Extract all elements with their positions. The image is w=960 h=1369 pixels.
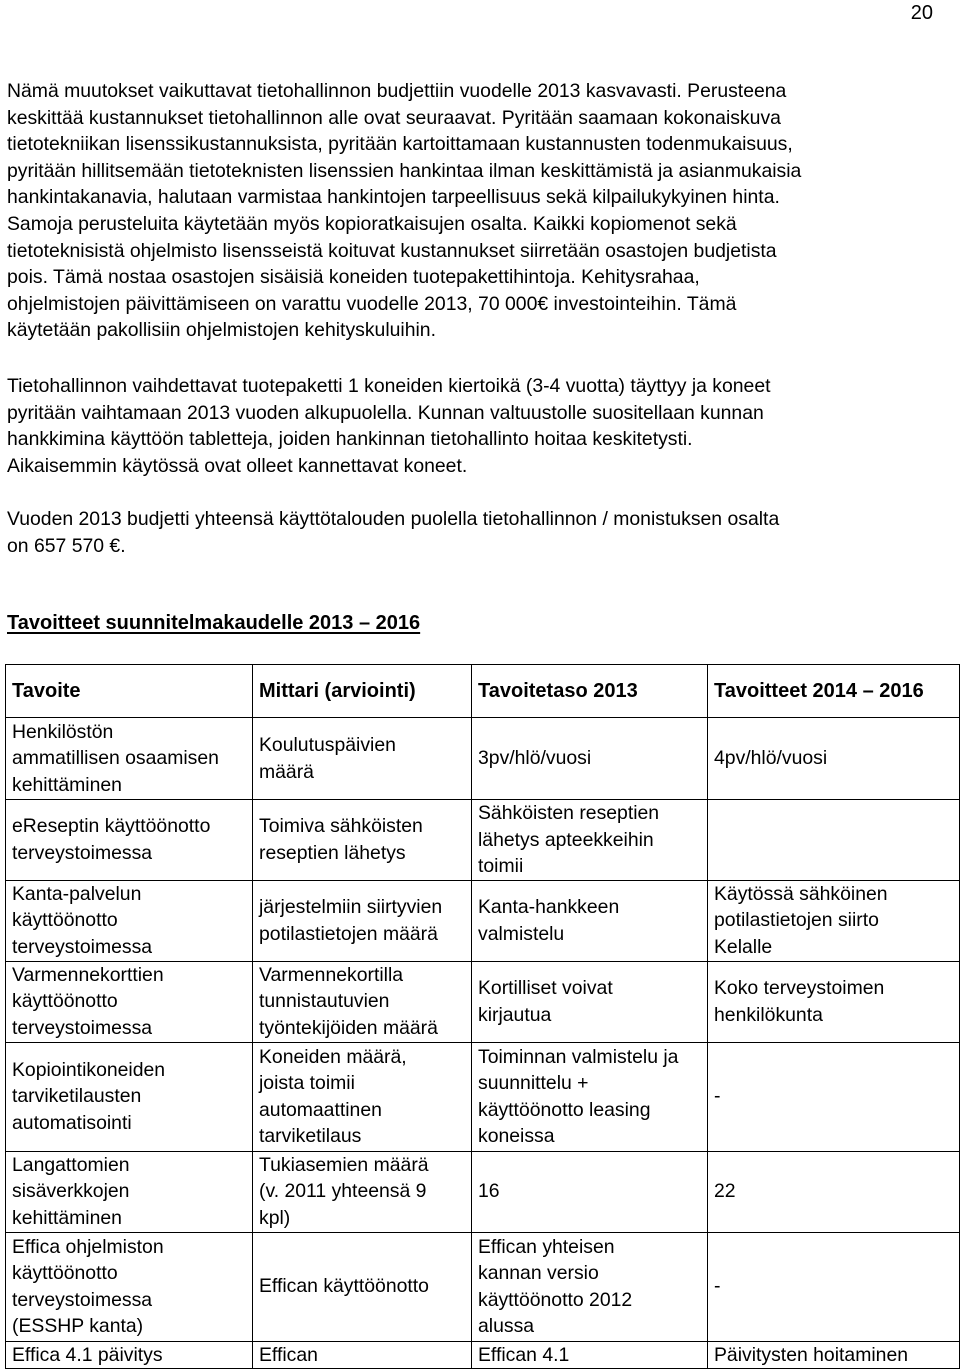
cell-line: 4pv/hlö/vuosi bbox=[714, 747, 828, 770]
cell-line: Langattomien bbox=[12, 1153, 130, 1176]
goal-cell bbox=[6, 1042, 253, 1151]
cell-line: kirjautua bbox=[478, 1003, 552, 1026]
paragraph-line: tietotekniikan lisenssikustannuksista, pyritään kartoittamaan kustannusten todenmukaisuus, bbox=[7, 133, 793, 156]
cell-line: 22 bbox=[714, 1180, 736, 1203]
table-row bbox=[6, 1341, 960, 1369]
metric-cell bbox=[253, 800, 472, 881]
header-target-2013: Tavoitetaso 2013 bbox=[472, 665, 708, 718]
metric-cell bbox=[253, 718, 472, 800]
cell-line: tarviketilaus bbox=[259, 1125, 362, 1148]
table-row bbox=[6, 718, 960, 800]
cell-line: Kopiointikoneiden bbox=[12, 1058, 166, 1081]
metric-cell bbox=[253, 1151, 472, 1232]
target-2013-cell bbox=[472, 718, 708, 800]
goal-cell bbox=[6, 800, 253, 881]
cell-line: Koko terveystoimen bbox=[714, 977, 885, 1000]
target-2013-cell bbox=[472, 961, 708, 1042]
goal-cell bbox=[6, 961, 253, 1042]
goal-cell bbox=[6, 1151, 253, 1232]
header-targets-2014-2016: Tavoitteet 2014 – 2016 bbox=[708, 665, 960, 718]
cell-line: - bbox=[714, 1085, 721, 1108]
cell-line: kehittäminen bbox=[12, 1207, 122, 1230]
header-metric: Mittari (arviointi) bbox=[253, 665, 472, 718]
cell-line: Toimiva sähköisten bbox=[259, 815, 423, 838]
cell-line: terveystoimessa bbox=[12, 1017, 153, 1040]
cell-line: käyttöönotto 2012 bbox=[478, 1288, 633, 1311]
cell-line: Päivitysten hoitaminen bbox=[714, 1343, 909, 1366]
cell-line: 3pv/hlö/vuosi bbox=[478, 747, 592, 770]
cell-line: - bbox=[714, 1275, 721, 1298]
goal-cell bbox=[6, 1232, 253, 1341]
cell-line: automatisointi bbox=[12, 1112, 132, 1135]
target-2013-cell bbox=[472, 800, 708, 881]
cell-line: terveystoimessa bbox=[12, 1288, 153, 1311]
cell-line: reseptien lähetys bbox=[259, 841, 406, 864]
paragraph-line: ohjelmistojen päivittämiseen on varattu vuodelle 2013, 70 000€ investointeihin. Tämä bbox=[7, 292, 737, 315]
paragraph-line: pyritään hillitsemään tietoteknisten lisenssien hankintaa ilman keskittämistä ja asianmukaisia bbox=[7, 159, 802, 182]
cell-line: tarviketilausten bbox=[12, 1085, 142, 1108]
paragraph-line: tietoteknisistä ohjelmisto lisensseistä koituvat kustannukset siirretään osastojen budjetista bbox=[7, 239, 777, 262]
cell-line: järjestelmiin siirtyvien bbox=[259, 896, 443, 919]
cell-line: koneissa bbox=[478, 1125, 555, 1148]
goals-table bbox=[5, 664, 960, 1369]
targets-2014-2016-cell bbox=[708, 718, 960, 800]
body-paragraph-1 bbox=[7, 78, 952, 344]
cell-line: automaattinen bbox=[259, 1098, 382, 1121]
cell-line: Sähköisten reseptien bbox=[478, 802, 660, 824]
table-row bbox=[6, 880, 960, 961]
cell-line: potilastietojen siirto bbox=[714, 909, 879, 932]
cell-line: Effican bbox=[259, 1343, 318, 1366]
cell-line: alussa bbox=[478, 1315, 535, 1338]
metric-cell bbox=[253, 1232, 472, 1341]
cell-line: Effica 4.1 päivitys bbox=[12, 1343, 163, 1366]
table-row bbox=[6, 1042, 960, 1151]
cell-line: Koulutuspäivien bbox=[259, 733, 396, 756]
cell-line: tunnistautuvien bbox=[259, 990, 390, 1013]
paragraph-line: on 657 570 €. bbox=[7, 534, 126, 557]
paragraph-line: pois. Tämä nostaa osastojen sisäisiä koneiden tuotepakettihintoja. Kehitysrahaa, bbox=[7, 266, 700, 289]
paragraph-line: Tietohallinnon vaihdettavat tuotepaketti 1 koneiden kiertoikä (3-4 vuotta) täyttyy ja koneet bbox=[7, 375, 771, 397]
metric-cell bbox=[253, 1341, 472, 1369]
cell-line: potilastietojen määrä bbox=[259, 922, 438, 945]
paragraph-line: Vuoden 2013 budjetti yhteensä käyttötalouden puolella tietohallinnon / monistuksen osalta bbox=[7, 508, 780, 530]
page-number: 20 bbox=[910, 2, 933, 24]
cell-line: Effican käyttöönotto bbox=[259, 1275, 429, 1298]
targets-2014-2016-cell bbox=[708, 880, 960, 961]
cell-line: Effica ohjelmiston bbox=[12, 1235, 164, 1258]
cell-line: käyttöönotto leasing bbox=[478, 1098, 651, 1121]
goal-cell bbox=[6, 718, 253, 800]
targets-2014-2016-cell bbox=[708, 1232, 960, 1341]
cell-line: lähetys apteekkeihin bbox=[478, 828, 654, 851]
target-2013-cell bbox=[472, 1042, 708, 1151]
table-header-row bbox=[6, 665, 960, 718]
target-2013-cell bbox=[472, 1232, 708, 1341]
cell-line: eReseptin käyttöönotto bbox=[12, 815, 211, 838]
body-paragraph-3 bbox=[7, 506, 952, 559]
cell-line: Henkilöstön bbox=[12, 720, 114, 743]
cell-line: joista toimii bbox=[259, 1072, 355, 1095]
table-row bbox=[6, 1151, 960, 1232]
cell-line: käyttöönotto bbox=[12, 1262, 118, 1285]
cell-line: kpl) bbox=[259, 1207, 291, 1230]
table-row bbox=[6, 800, 960, 881]
cell-line: (v. 2011 yhteensä 9 bbox=[259, 1180, 427, 1203]
cell-line: Koneiden määrä, bbox=[259, 1045, 407, 1068]
cell-line: Kanta-palvelun bbox=[12, 882, 142, 905]
section-heading: Tavoitteet suunnitelmakaudelle 2013 – 2016 bbox=[7, 612, 421, 634]
targets-2014-2016-cell bbox=[708, 800, 960, 881]
cell-line: Effican 4.1 bbox=[478, 1343, 570, 1366]
paragraph-line: Samoja perusteluita käytetään myös kopioratkaisujen osalta. Kaikki kopiomenot sekä bbox=[7, 212, 737, 235]
cell-line: 16 bbox=[478, 1180, 500, 1203]
paragraph-line: hankintakanavia, halutaan varmistaa hankintojen tarpeellisuus sekä kilpailukykyinen hinta. bbox=[7, 186, 780, 209]
table-row bbox=[6, 1232, 960, 1341]
paragraph-line: Aikaisemmin käytössä ovat olleet kannettavat koneet. bbox=[7, 454, 468, 477]
cell-line: valmistelu bbox=[478, 922, 565, 945]
cell-line: toimii bbox=[478, 855, 524, 878]
cell-line: kannan versio bbox=[478, 1262, 599, 1285]
targets-2014-2016-cell bbox=[708, 1042, 960, 1151]
paragraph-line: keskittää kustannukset tietohallinnon alle ovat seuraavat. Pyritään saamaan kokonaiskuva bbox=[7, 106, 781, 129]
header-goal: Tavoite bbox=[6, 665, 253, 718]
paragraph-line: pyritään vaihtamaan 2013 vuoden alkupuolella. Kunnan valtuustolle suositellaan kunnan bbox=[7, 401, 764, 424]
cell-line: sisäverkkojen bbox=[12, 1180, 130, 1203]
cell-line: käyttöönotto bbox=[12, 990, 118, 1013]
cell-line: määrä bbox=[259, 760, 314, 783]
targets-2014-2016-cell bbox=[708, 961, 960, 1042]
target-2013-cell bbox=[472, 1341, 708, 1369]
goal-cell bbox=[6, 880, 253, 961]
metric-cell bbox=[253, 1042, 472, 1151]
target-2013-cell bbox=[472, 1151, 708, 1232]
cell-line: suunnittelu + bbox=[478, 1072, 589, 1095]
table-row bbox=[6, 961, 960, 1042]
cell-line: Effican yhteisen bbox=[478, 1235, 615, 1258]
cell-line: Tukiasemien määrä bbox=[259, 1153, 429, 1176]
cell-line: kehittäminen bbox=[12, 773, 122, 796]
paragraph-line: käytetään pakollisiin ohjelmistojen kehityskuluihin. bbox=[7, 319, 436, 342]
cell-line: Toiminnan valmistelu ja bbox=[478, 1045, 679, 1068]
cell-line: henkilökunta bbox=[714, 1003, 823, 1026]
targets-2014-2016-cell bbox=[708, 1341, 960, 1369]
cell-line: Kortilliset voivat bbox=[478, 977, 613, 1000]
paragraph-line: hankkimina käyttöön tabletteja, joiden hankinnan tietohallinto hoitaa keskitetysti. bbox=[7, 428, 693, 451]
cell-line: käyttöönotto bbox=[12, 909, 118, 932]
metric-cell bbox=[253, 961, 472, 1042]
cell-line: terveystoimessa bbox=[12, 841, 153, 864]
cell-line: Kanta-hankkeen bbox=[478, 896, 620, 919]
cell-line: (ESSHP kanta) bbox=[12, 1315, 144, 1338]
cell-line: terveystoimessa bbox=[12, 936, 153, 959]
cell-line: Käytössä sähköinen bbox=[714, 882, 888, 905]
cell-line: ammatillisen osaamisen bbox=[12, 747, 219, 770]
cell-line: Kelalle bbox=[714, 936, 773, 959]
cell-line: Varmennekorttien bbox=[12, 963, 164, 986]
metric-cell bbox=[253, 880, 472, 961]
targets-2014-2016-cell bbox=[708, 1151, 960, 1232]
paragraph-line: Nämä muutokset vaikuttavat tietohallinnon budjettiin vuodelle 2013 kasvavasti. Perusteena bbox=[7, 80, 787, 102]
target-2013-cell bbox=[472, 880, 708, 961]
cell-line: Varmennekortilla bbox=[259, 963, 404, 986]
body-paragraph-2 bbox=[7, 373, 952, 479]
cell-line: työntekijöiden määrä bbox=[259, 1017, 438, 1040]
goal-cell bbox=[6, 1341, 253, 1369]
